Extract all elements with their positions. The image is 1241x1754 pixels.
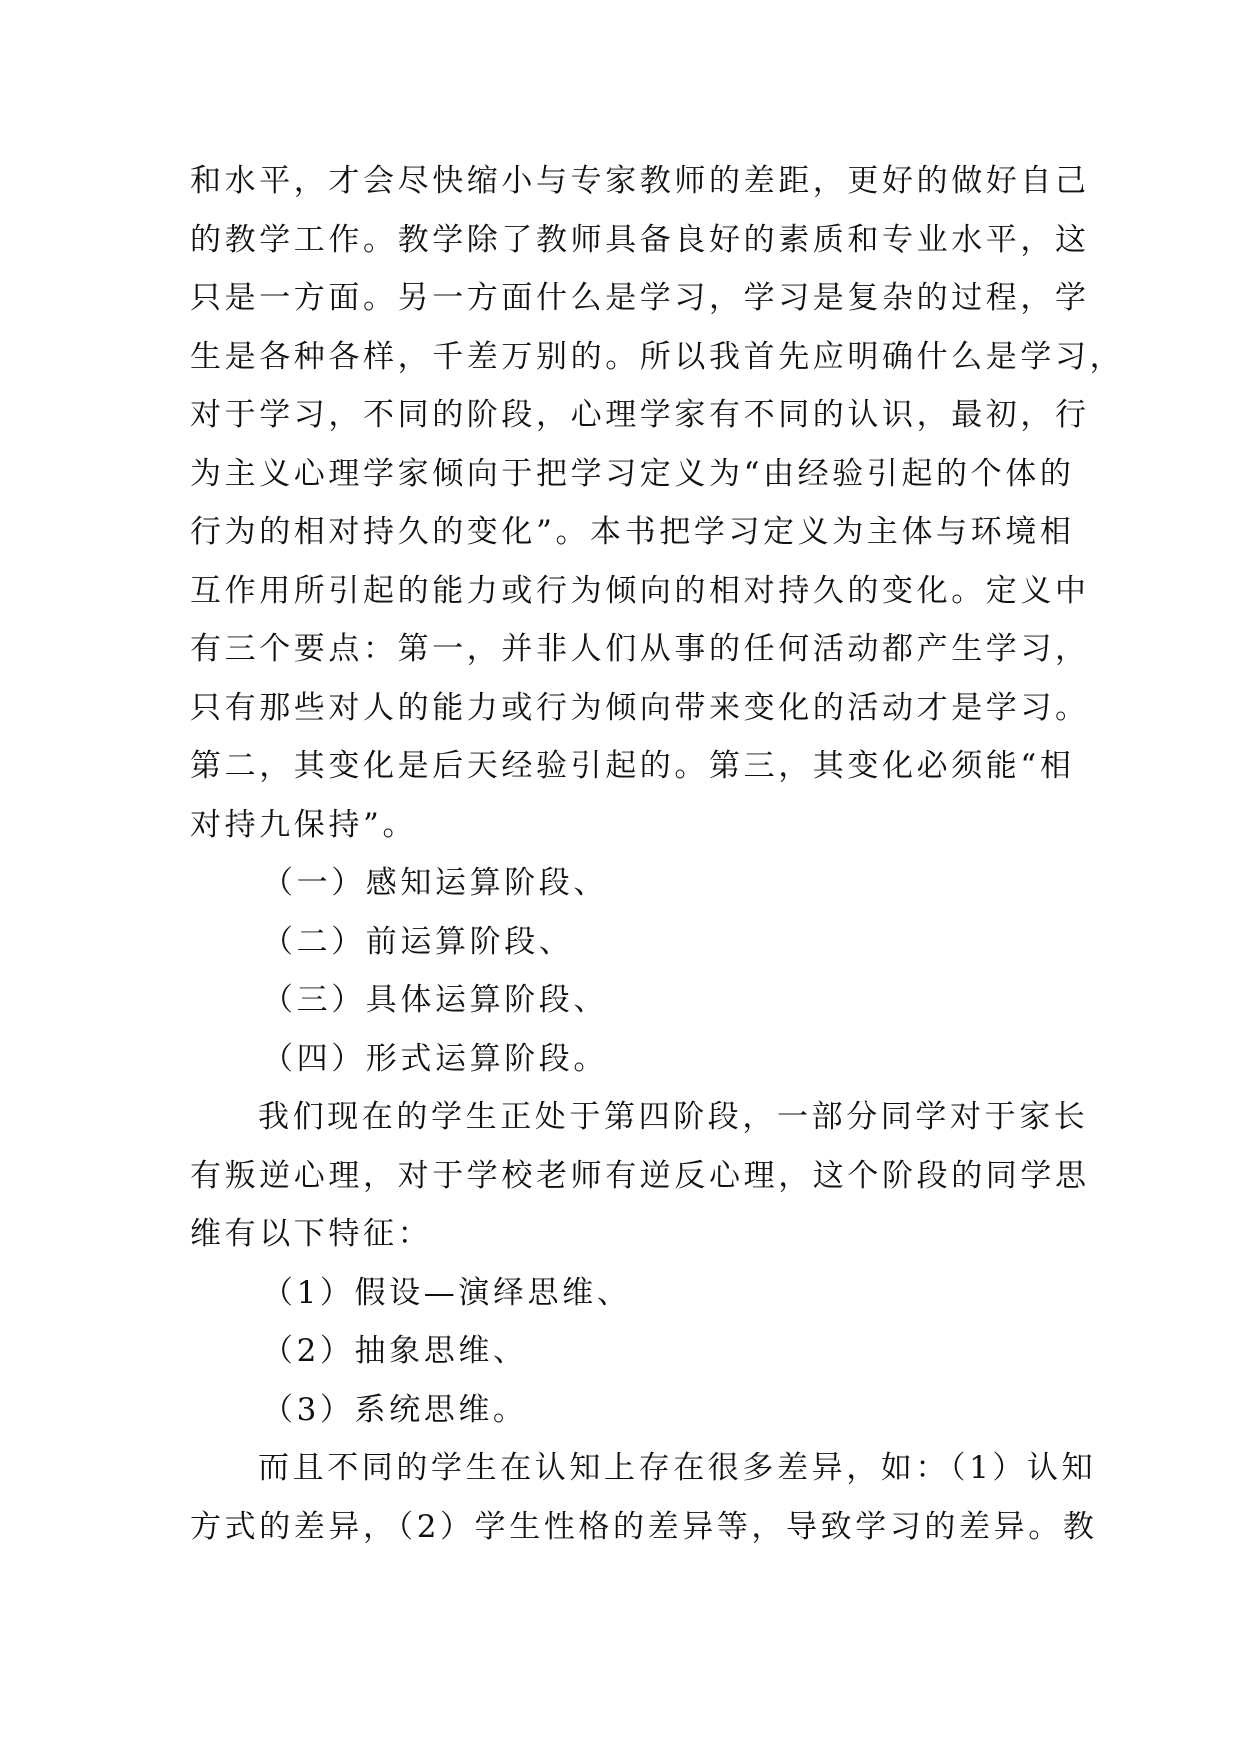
text-line: 只是一方面。另一方面什么是学习，学习是复杂的过程，学 xyxy=(190,280,1090,316)
text-line: 为主义心理学家倾向于把学习定义为“由经验引起的个体的 xyxy=(190,455,1075,492)
feature-list-item: （1）假设—演绎思维、 xyxy=(262,1274,632,1311)
text-line: 和水平，才会尽快缩小与专家教师的差距，更好的做好自己 xyxy=(190,163,1090,199)
text-line: 行为的相对持久的变化”。本书把学习定义为主体与环境相 xyxy=(190,514,1075,550)
text-line: 有叛逆心理，对于学校老师有逆反心理，这个阶段的同学思 xyxy=(190,1157,1090,1194)
text-line: 只有那些对人的能力或行为倾向带来变化的活动才是学习。 xyxy=(190,689,1090,726)
text-line: 对持九保持”。 xyxy=(190,806,418,843)
paragraph-first-line: 而且不同的学生在认知上存在很多差异，如：（1）认知 xyxy=(258,1450,1097,1486)
stage-list-item: （四）形式运算阶段。 xyxy=(262,1040,608,1077)
stage-list-item: （一）感知运算阶段、 xyxy=(262,865,608,901)
text-line: 方式的差异，（2）学生性格的差异等，导致学习的差异。教 xyxy=(190,1508,1098,1545)
feature-list-item: （2）抽象思维、 xyxy=(262,1333,528,1369)
text-line: 互作用所引起的能力或行为倾向的相对持久的变化。定义中 xyxy=(190,572,1090,609)
body-text xyxy=(190,152,1125,1556)
text-line: 第二，其变化是后天经验引起的。第三，其变化必须能“相 xyxy=(190,748,1075,784)
text-line: 有三个要点：第一，并非人们从事的任何活动都产生学习， xyxy=(190,631,1090,667)
paragraph-first-line: 我们现在的学生正处于第四阶段，一部分同学对于家长 xyxy=(258,1099,1089,1135)
text-line: 维有以下特征： xyxy=(190,1216,433,1252)
text-line: 对于学习，不同的阶段，心理学家有不同的认识，最初，行 xyxy=(190,397,1090,433)
stage-list-item: （二）前运算阶段、 xyxy=(262,923,574,960)
feature-list-item: （3）系统思维。 xyxy=(262,1391,528,1428)
text-line: 的教学工作。教学除了教师具备良好的素质和专业水平，这 xyxy=(190,221,1090,258)
stage-list-item: （三）具体运算阶段、 xyxy=(262,982,608,1018)
text-line: 生是各种各样，千差万别的。所以我首先应明确什么是学习， xyxy=(190,338,1125,375)
